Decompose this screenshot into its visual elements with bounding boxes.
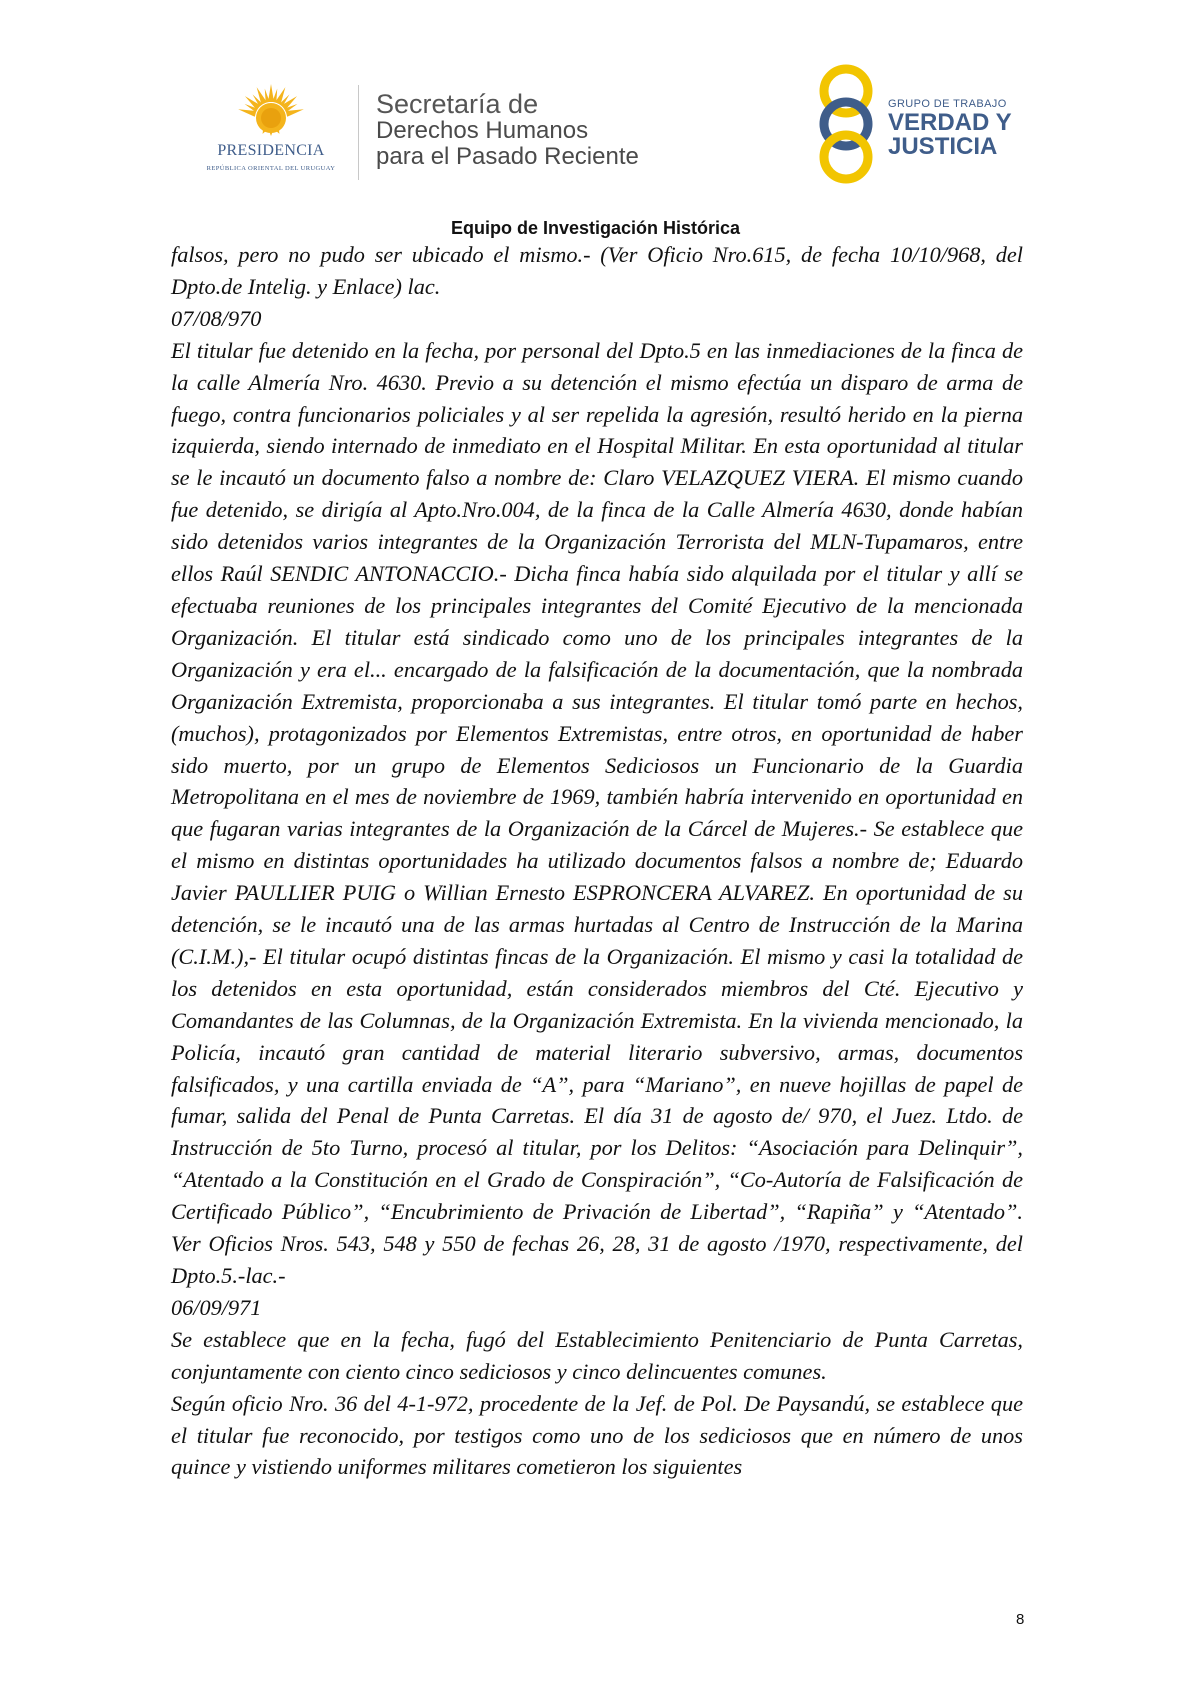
- paragraph: Según oficio Nro. 36 del 4-1-972, procedente de la Jef. de Pol. De Paysandú, se establece que el titular fue reconocido, por testigos como uno de los sediciosos que en número de unos quince y vistiendo uniformes militares cometieron los siguientes: [171, 1390, 1023, 1480]
- header-divider: [358, 85, 359, 180]
- page-number: 8: [1016, 1611, 1025, 1628]
- grupo-justicia: JUSTICIA: [888, 133, 998, 160]
- presidencia-name: PRESIDENCIA: [217, 142, 325, 159]
- presidencia-logo: [196, 80, 346, 180]
- grupo-verdad: VERDAD Y: [888, 109, 1012, 136]
- grupo-trabajo-logo: [810, 62, 1030, 190]
- page-header: [0, 0, 1191, 210]
- secretaria-line1: Secretaría de: [376, 89, 539, 119]
- date-heading: 06/09/971: [171, 1294, 262, 1320]
- paragraph: El titular fue detenido en la fecha, por personal del Dpto.5 en las inmediaciones de la finca de la calle Almería Nro. 4630. Previo a su detención el mismo efectúa un disparo de arma de fuego, contra funcionarios policiales y al ser repelida la agresión, resultó herido en la pierna izquierda, siendo internado de inmediato en el Hospital Militar. En esta oportunidad al titular se le incautó un documento falso a nombre de: Claro VELAZQUEZ VIERA. El mismo cuando fue detenido, se dirigía al Apto.Nro.004, de la finca de la Calle Almería 4630, donde habían sido detenidos varios integrantes de la Organización Terrorista del MLN-Tupamaros, entre ellos Raúl SENDIC ANTONACCIO.- Dicha finca había sido alquilada por el titular y allí se efectuaba reuniones de los principales integrantes del Comité Ejecutivo de la mencionada Organización. El titular está sindicado como uno de los principales integrantes de la Organización y era el... encargado de la falsificación de la documentación, que la nombrada Organización Extremista, proporcionaba a sus integrantes. El titular tomó parte en hechos, (muchos), protagonizados por Elementos Extremistas, entre otros, en oportunidad de haber sido muerto, por un grupo de Elementos Sediciosos un Funcionario de la Guardia Metropolitana en el mes de noviembre de 1969, también habría intervenido en oportunidad en que fugaran varias integrantes de la Organización de la Cárcel de Mujeres.- Se establece que el mismo en distintas oportunidades ha utilizado documentos falsos a nombre de; Eduardo Javier PAULLIER PUIG o Willian Ernesto ESPRONCERA ALVAREZ. En oportunidad de su detención, se le incautó una de las armas hurtadas al Centro de Instrucción de la Marina (C.I.M.),- El titular ocupó distintas fincas de la Organización. El mismo y casi la totalidad de los detenidos en esta oportunidad, están considerados miembros del Cté. Ejecutivo y Comandantes de las Columnas, de la Organización Extremista. En la vivienda mencionado, la Policía, incautó gran cantidad de material literario subversivo, armas, documentos falsificados, y una cartilla enviada de “A”, para “Mariano”, en nueve hojillas de papel de fumar, salida del Penal de Punta Carretas. El día 31 de agosto de/ 970, el Juez. Ltdo. de Instrucción de 5to Turno, procesó al titular, por los Delitos: “Asociación para Delinquir”, “Atentado a la Constitución en el Grado de Conspiración”, “Co-Autoría de Falsificación de Certificado Público”, “Encubrimiento de Privación de Libertad”, “Rapiña” y “Atentado”. Ver Oficios Nros. 543, 548 y 550 de fechas 26, 28, 31 de agosto /1970, respectivamente, del Dpto.5.-lac.-: [171, 337, 1023, 1288]
- interlocked-rings-icon: [810, 62, 890, 190]
- secretaria-logo: [376, 90, 639, 170]
- secretaria-line2: Derechos Humanos: [376, 117, 589, 144]
- document-body: [171, 239, 1023, 1483]
- paragraph: Se establece que en la fecha, fugó del Establecimiento Penitenciario de Punta Carretas, conjuntamente con ciento cinco sediciosos y cinco delincuentes comunes.: [171, 1326, 1023, 1384]
- presidencia-subtitle: REPÚBLICA ORIENTAL DEL URUGUAY: [206, 165, 336, 172]
- date-heading: 07/08/970: [171, 305, 262, 331]
- paragraph: falsos, pero no pudo ser ubicado el mismo.- (Ver Oficio Nro.615, de fecha 10/10/968, del Dpto.de Intelig. y Enlace) lac.: [171, 242, 1023, 299]
- secretaria-line3: para el Pasado Reciente: [376, 143, 639, 170]
- sun-emblem-icon: [236, 80, 306, 140]
- grupo-label: GRUPO DE TRABAJO: [888, 98, 1007, 110]
- team-title: Equipo de Investigación Histórica: [450, 218, 741, 238]
